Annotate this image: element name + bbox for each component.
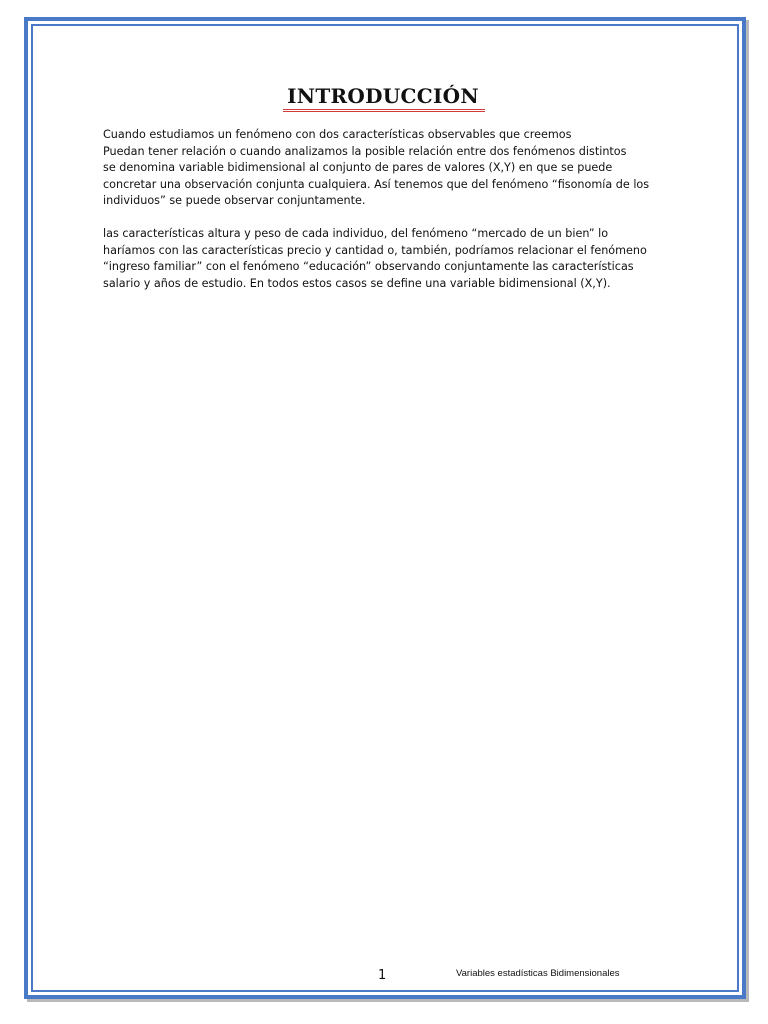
page-number: 1: [378, 968, 387, 983]
paragraph-line: se denomina variable bidimensional al conjunto de pares de valores (X,Y) en que se puede: [103, 161, 613, 175]
paragraph-line: Puedan tener relación o cuando analizamos la posible relación entre dos fenómenos distintos: [103, 144, 627, 158]
paragraph-line: haríamos con las características precio y cantidad o, también, podríamos relacionar el fenómeno: [103, 243, 647, 257]
paragraph-line: Cuando estudiamos un fenómeno con dos características observables que creemos: [103, 128, 572, 141]
paragraph-line: individuos” se puede observar conjuntamente.: [103, 194, 366, 208]
document-title-text: INTRODUCCIÓN: [283, 84, 485, 112]
paragraph-1: [103, 127, 693, 210]
footer-text: Variables estadísticas Bidimensionales: [456, 968, 620, 979]
paragraph-line: concretar una observación conjunta cualquiera. Así tenemos que del fenómeno “fisonomía de los: [103, 177, 650, 191]
paragraph-line: las características altura y peso de cada individuo, del fenómeno “mercado de un bien” lo: [103, 227, 609, 240]
paragraph-line: salario y años de estudio. En todos estos casos se define una variable bidimensional (X,Y).: [103, 276, 611, 290]
document-title: [0, 84, 768, 112]
paragraph-line: “ingreso familiar” con el fenómeno “educación” observando conjuntamente las características: [103, 260, 634, 274]
paragraph-2: [103, 226, 693, 292]
